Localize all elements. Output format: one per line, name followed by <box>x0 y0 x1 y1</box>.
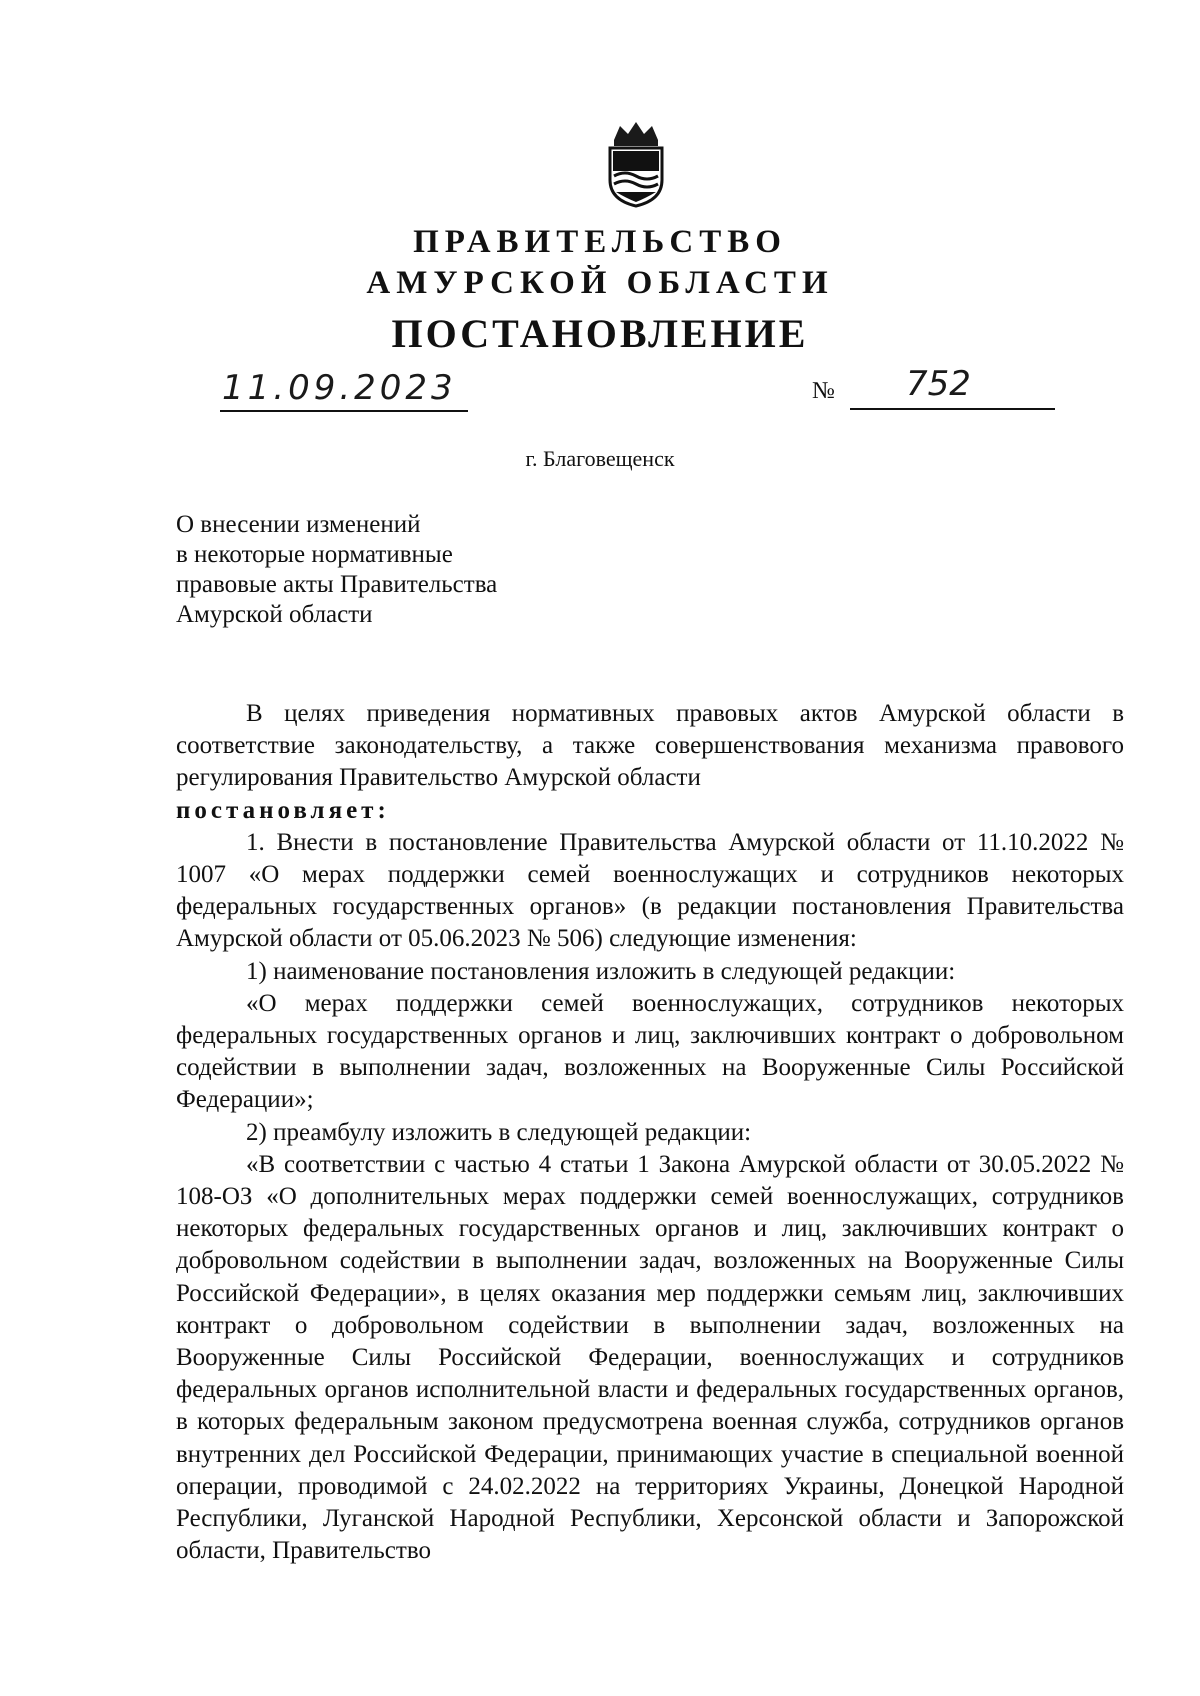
document-body <box>176 698 1124 1567</box>
document-subject <box>176 510 497 630</box>
date-underline <box>220 410 468 412</box>
city-name: г. Благовещенск <box>525 446 675 471</box>
subitem-1-paragraph: 1) наименование постановления изложить в следующей редакции: <box>246 957 956 985</box>
item-1-paragraph: 1. Внести в постановление Правительства Амурской области от 11.10.2022 № 1007 «О мерах поддержки семей военнослужащих и сотрудников некоторых федеральных государственных органов» (в редакции постановления Правительства Амурской области от 05.06.2023 № 506) следующие изменения: <box>176 828 1124 953</box>
subject-line: Амурской области <box>176 601 373 628</box>
handwritten-date: 11.09.2023 <box>222 368 457 408</box>
subject-line: правовые акты Правительства <box>176 571 498 598</box>
subject-line: в некоторые нормативные <box>176 541 453 568</box>
preamble-paragraph: В целях приведения нормативных правовых актов Амурской области в соответствие законодательству, а также совершенствования механизма правового регулирования Правительство Амурской области <box>176 700 1124 792</box>
subitem-2-paragraph: 2) преамбулу изложить в следующей редакции: <box>246 1118 752 1146</box>
org-name-line2: АМУРСКОЙ ОБЛАСТИ <box>366 265 834 301</box>
subject-line: О внесении изменений <box>176 511 421 538</box>
amur-oblast-coat-of-arms-icon <box>600 118 672 208</box>
number-sign: № <box>812 378 835 404</box>
handwritten-number: 752 <box>906 364 971 404</box>
number-underline <box>850 408 1055 410</box>
subitem-1-quoted-text: «О мерах поддержки семей военнослужащих, сотрудников некоторых федеральных государственных органов и лиц, заключивших контракт о добровольном содействии в выполнении задач, возложенных на Вооруженные Силы Российской Федерации»; <box>176 989 1124 1114</box>
org-name-line1: ПРАВИТЕЛЬСТВО <box>413 224 787 260</box>
document-type-title: ПОСТАНОВЛЕНИЕ <box>391 311 809 356</box>
resolves-keyword: постановляет: <box>176 796 390 824</box>
subitem-2-quoted-text: «В соответствии с частью 4 статьи 1 Закона Амурской области от 30.05.2022 № 108-ОЗ «О дополнительных мерах поддержки семей военнослужащих, сотрудников некоторых федеральных государственных органов и лиц, заключивших контракт о добровольном содействии в выполнении задач, возложенных на Вооруженные Силы Российской Федерации», в целях оказания мер поддержки семьям лиц, заключивших контракт о добровольном содействии в выполнении задач, возложенных на Вооруженные Силы Российской Федерации, военнослужащих и сотрудников федеральных органов исполнительной власти и федеральных государственных органов, в которых федеральным законом предусмотрена военная служба, сотрудников органов внутренних дел Российской Федерации, принимающих участие в специальной военной операции, проводимой с 24.02.2022 на территориях Украины, Донецкой Народной Республики, Луганской Народной Республики, Херсонской области и Запорожской области, Правительство <box>176 1150 1124 1565</box>
